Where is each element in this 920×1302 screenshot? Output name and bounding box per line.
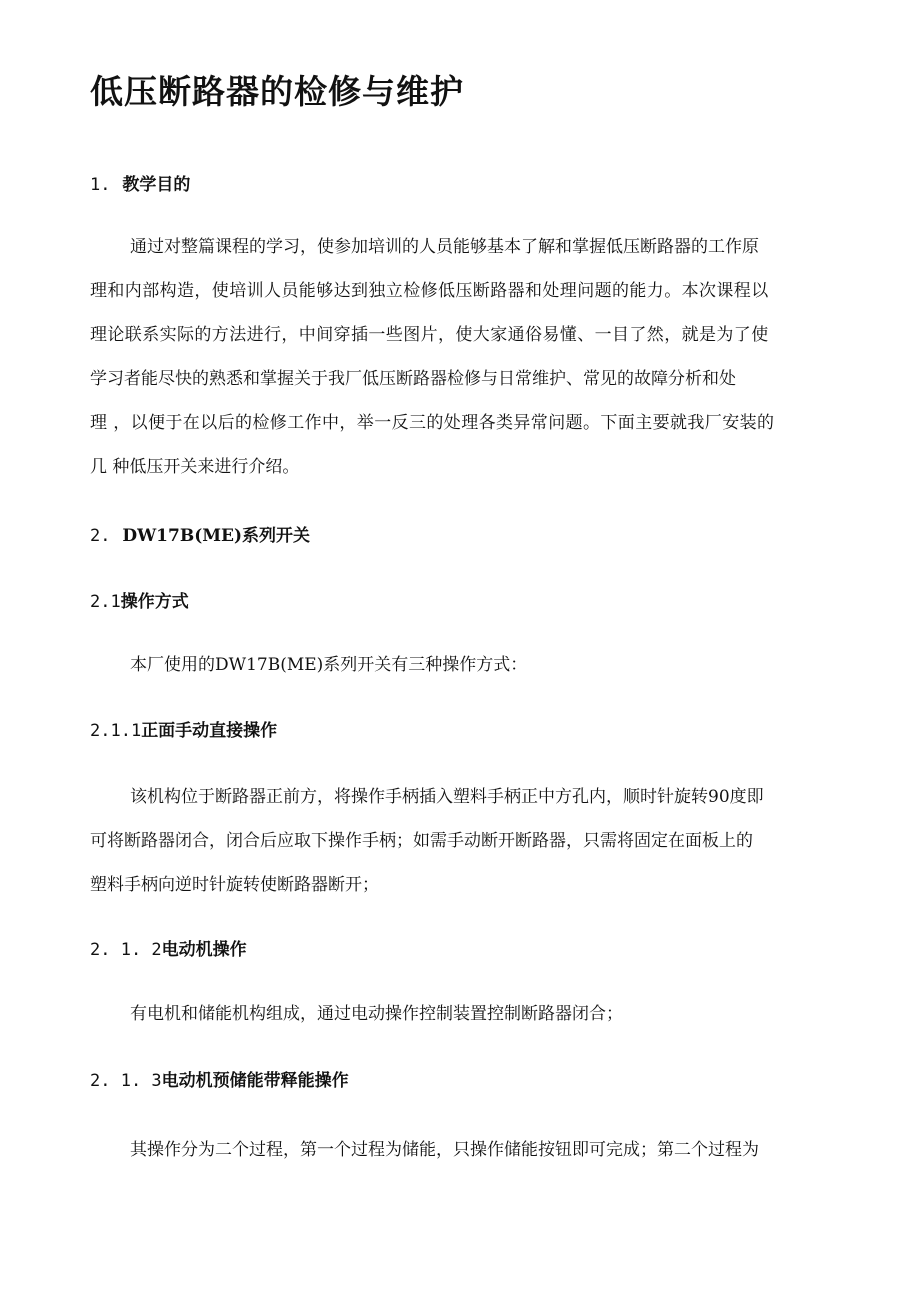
paragraph-line: 塑料手柄向逆时针旋转使断路器断开； xyxy=(90,875,379,895)
paragraph-line: 理论联系实际的方法进行，中间穿插一些图片，使大家通俗易懂、一目了然，就是为了使 xyxy=(90,325,769,345)
section-number: 2. 1. 2 xyxy=(90,940,162,960)
paragraph-line: 本厂使用的DW17B(ME)系列开关有三种操作方式： xyxy=(130,655,528,675)
section-heading-2-1-3 xyxy=(90,1069,349,1093)
section-title: 操作方式 xyxy=(120,592,189,612)
section-number: 2. 1. 3 xyxy=(90,1071,162,1091)
paragraph-line: 理和内部构造，使培训人员能够达到独立检修低压断路器和处理问题的能力。本次课程以 xyxy=(90,281,769,301)
section-number: 2.1 xyxy=(90,592,121,612)
section-title: DW17B(ME)系列开关 xyxy=(122,526,311,546)
section-title: 教学目的 xyxy=(122,175,191,195)
paragraph-manual-operation xyxy=(90,775,830,907)
paragraph-line: 可将断路器闭合，闭合后应取下操作手柄；如需手动断开断路器，只需将固定在面板上的 xyxy=(90,831,753,851)
paragraph-teaching-purpose xyxy=(90,225,830,489)
section-title: 电动机操作 xyxy=(161,940,247,960)
section-heading-2-1-1 xyxy=(90,719,277,743)
section-number: 1. xyxy=(90,175,111,195)
paragraph-prestored-energy-operation xyxy=(90,1128,830,1172)
paragraph-line: 其操作分为二个过程，第一个过程为储能，只操作储能按钮即可完成；第二个过程为 xyxy=(130,1140,759,1160)
paragraph-operation-modes xyxy=(90,643,830,687)
paragraph-motor-operation xyxy=(90,992,830,1036)
paragraph-line: 理 ，以便于在以后的检修工作中，举一反三的处理各类异常问题。下面主要就我厂安装的 xyxy=(90,413,775,433)
paragraph-line: 有电机和储能机构组成，通过电动操作控制装置控制断路器闭合； xyxy=(130,1004,623,1024)
section-number: 2.1.1 xyxy=(90,721,142,741)
paragraph-line: 几 种低压开关来进行介绍。 xyxy=(90,457,300,477)
paragraph-line: 学习者能尽快的熟悉和掌握关于我厂低压断路器检修与日常维护、常见的故障分析和处 xyxy=(90,369,736,389)
section-heading-2-1-2 xyxy=(90,938,247,962)
section-heading-2-1 xyxy=(90,590,189,614)
paragraph-line: 通过对整篇课程的学习，使参加培训的人员能够基本了解和掌握低压断路器的工作原 xyxy=(130,237,759,257)
section-heading-1 xyxy=(90,173,190,197)
paragraph-line: 该机构位于断路器正前方，将操作手柄插入塑料手柄正中方孔内，顺时针旋转90度即 xyxy=(130,787,764,807)
section-title: 电动机预储能带释能操作 xyxy=(161,1071,349,1091)
section-number: 2. xyxy=(90,526,111,546)
document-title: 低压断路器的检修与维护 xyxy=(90,72,464,111)
section-heading-2 xyxy=(90,524,310,548)
section-title: 正面手动直接操作 xyxy=(141,721,278,741)
